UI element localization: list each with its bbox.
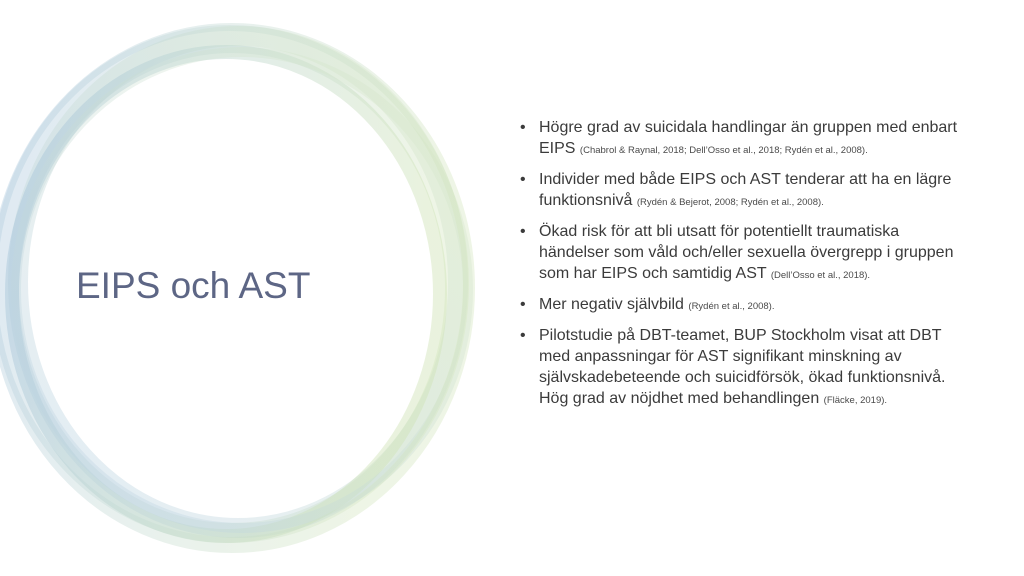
bullet-item — [520, 294, 960, 317]
bullet-item — [520, 117, 960, 161]
slide-title: EIPS och AST — [76, 265, 311, 306]
bullet-dot-icon: • — [520, 119, 526, 136]
bullet-citation: (Chabrol & Raynal, 2018; Dell’Osso et al., 2018; Rydén et al., 2008). — [579, 145, 868, 156]
bullet-item — [520, 325, 960, 411]
bullet-citation: (Rydén et al., 2008). — [688, 301, 775, 312]
bullet-dot-icon: • — [520, 223, 526, 240]
bullet-text: Mer negativ självbild — [539, 296, 684, 313]
bullet-text: Pilotstudie på DBT-teamet, BUP Stockholm visat att DBT med anpassningar för AST signifikant minskning av självskadebeteende och suicidförsök, ökad funktionsnivå. Hög grad av nöjdhet med behandlingen — [539, 327, 946, 407]
bullet-citation: (Dell’Osso et al., 2018). — [770, 270, 871, 281]
bullet-item — [520, 169, 960, 213]
bullet-text: Ökad risk för att bli utsatt för potentiellt traumatiska händelser som våld och/eller sexuella övergrepp i gruppen som har EIPS och samtidig AST — [539, 223, 954, 282]
bullet-list — [520, 117, 960, 419]
bullet-citation: (Fläcke, 2019). — [823, 395, 888, 406]
bullet-text: Individer med både EIPS och AST tenderar att ha en lägre funktionsnivå — [539, 171, 952, 209]
bullet-dot-icon: • — [520, 296, 526, 313]
bullet-dot-icon: • — [520, 327, 526, 344]
bullet-text: Högre grad av suicidala handlingar än gruppen med enbart EIPS — [539, 119, 958, 157]
bullet-dot-icon: • — [520, 171, 526, 188]
bullet-citation: (Rydén & Bejerot, 2008; Rydén et al., 2008). — [636, 197, 824, 208]
bullet-item — [520, 221, 960, 286]
